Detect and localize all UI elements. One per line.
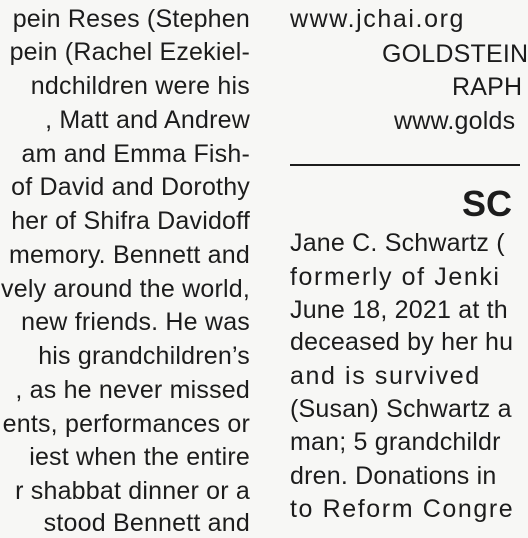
left-line: , Matt and Andrew (45, 106, 250, 134)
body-line: (Susan) Schwartz a (290, 395, 512, 423)
left-line: her of Shifra Davidoff (11, 207, 250, 235)
left-line: pein Reses (Stephen (12, 5, 250, 33)
website-line-2: www.golds (394, 107, 516, 135)
left-line: new friends. He was (21, 308, 250, 336)
section-divider (290, 164, 520, 166)
company-name-2: RAPH (452, 73, 523, 101)
left-line: r shabbat dinner or a (15, 477, 250, 505)
left-line: vely around the world, (1, 275, 250, 303)
website-line: www.jchai.org (290, 5, 466, 33)
left-line: pein (Rachel Ezekiel- (9, 38, 250, 66)
left-line: of David and Dorothy (11, 173, 250, 201)
left-line: stood Bennett and (43, 509, 250, 537)
body-line: June 18, 2021 at th (290, 296, 508, 324)
body-line: to Reform Congre (290, 495, 515, 523)
left-line: am and Emma Fish- (21, 140, 250, 168)
body-line: and is survived (290, 362, 481, 390)
company-name: GOLDSTEIN (382, 40, 528, 68)
body-line: formerly of Jenki (290, 263, 501, 291)
left-line: his grandchildren’s (38, 342, 250, 370)
left-line: memory. Bennett and (9, 241, 250, 269)
body-line: Jane C. Schwartz ( (290, 229, 505, 257)
left-line: ents, performances or (2, 410, 250, 438)
left-line: , as he never missed (15, 376, 250, 404)
body-line: dren. Donations in (290, 462, 497, 490)
obituary-heading: SC (462, 183, 513, 224)
left-line: ndchildren were his (30, 72, 250, 100)
left-line: iest when the entire (29, 443, 250, 471)
body-line: deceased by her hu (290, 328, 514, 356)
body-line: man; 5 grandchildr (290, 428, 501, 456)
